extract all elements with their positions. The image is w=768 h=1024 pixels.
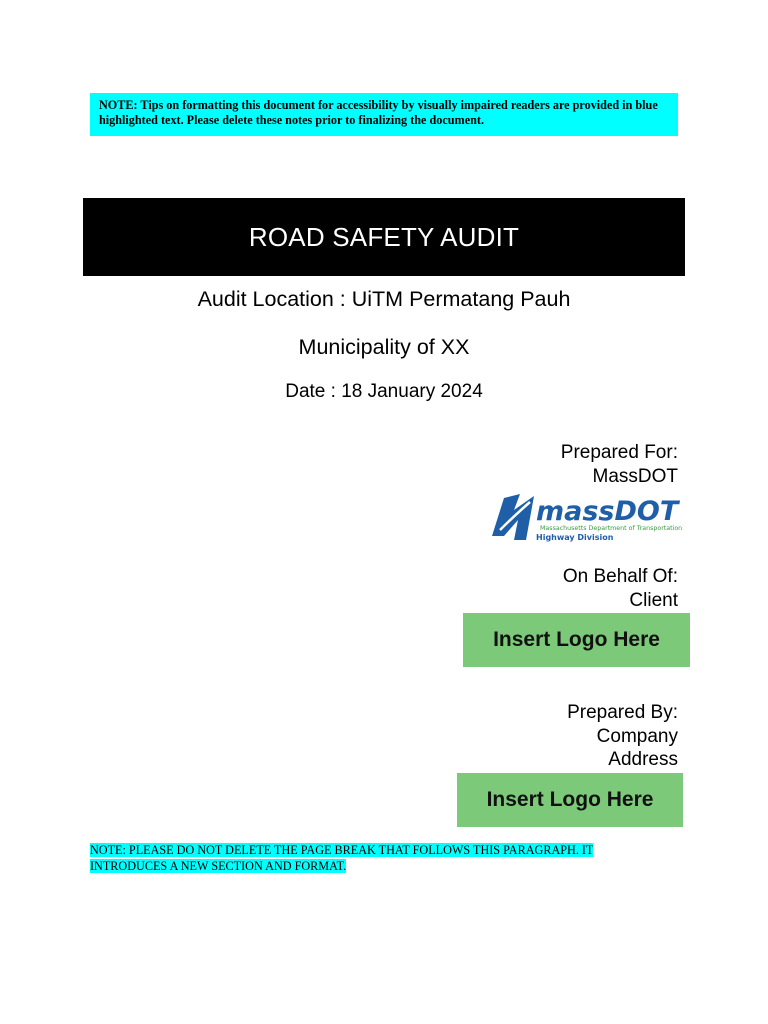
massdot-wordmark: massDOT bbox=[536, 496, 679, 527]
prepared-for-block bbox=[561, 441, 678, 488]
company-logo-placeholder: Insert Logo Here bbox=[457, 773, 683, 827]
prepared-for-label: Prepared For: bbox=[560, 442, 678, 463]
massdot-subtitle: Massachusetts Department of Transportation bbox=[540, 525, 683, 532]
prepared-by-block bbox=[567, 701, 678, 772]
prepared-by-label: Prepared By: bbox=[567, 702, 678, 723]
on-behalf-of-label: On Behalf Of: bbox=[562, 566, 678, 587]
on-behalf-of-name: Client bbox=[629, 589, 678, 611]
page-break-note bbox=[90, 843, 690, 874]
prepared-for-name: MassDOT bbox=[592, 465, 678, 487]
massdot-logo bbox=[490, 490, 688, 544]
municipality: Municipality of XX bbox=[298, 335, 470, 359]
company-address: Address bbox=[608, 749, 678, 770]
accessibility-note: NOTE: Tips on formatting this document for accessibility by visually impaired readers are provided in blue highlighted text. Please delete these notes prior to finalizing the document. bbox=[90, 93, 678, 136]
on-behalf-of-block bbox=[563, 565, 678, 612]
massdot-division: Highway Division bbox=[536, 533, 614, 542]
page-break-note-line1: NOTE: PLEASE DO NOT DELETE THE PAGE BREAK THAT FOLLOWS THIS PARAGRAPH. IT bbox=[90, 843, 594, 857]
page-break-note-line2: INTRODUCES A NEW SECTION AND FORMAT. bbox=[90, 858, 347, 873]
company-name: Company bbox=[596, 725, 678, 747]
client-logo-placeholder: Insert Logo Here bbox=[463, 613, 690, 667]
title-banner bbox=[83, 198, 685, 276]
audit-date: Date : 18 January 2024 bbox=[285, 381, 483, 402]
audit-location: Audit Location : UiTM Permatang Pauh bbox=[197, 287, 571, 311]
document-title: ROAD SAFETY AUDIT bbox=[248, 221, 520, 252]
